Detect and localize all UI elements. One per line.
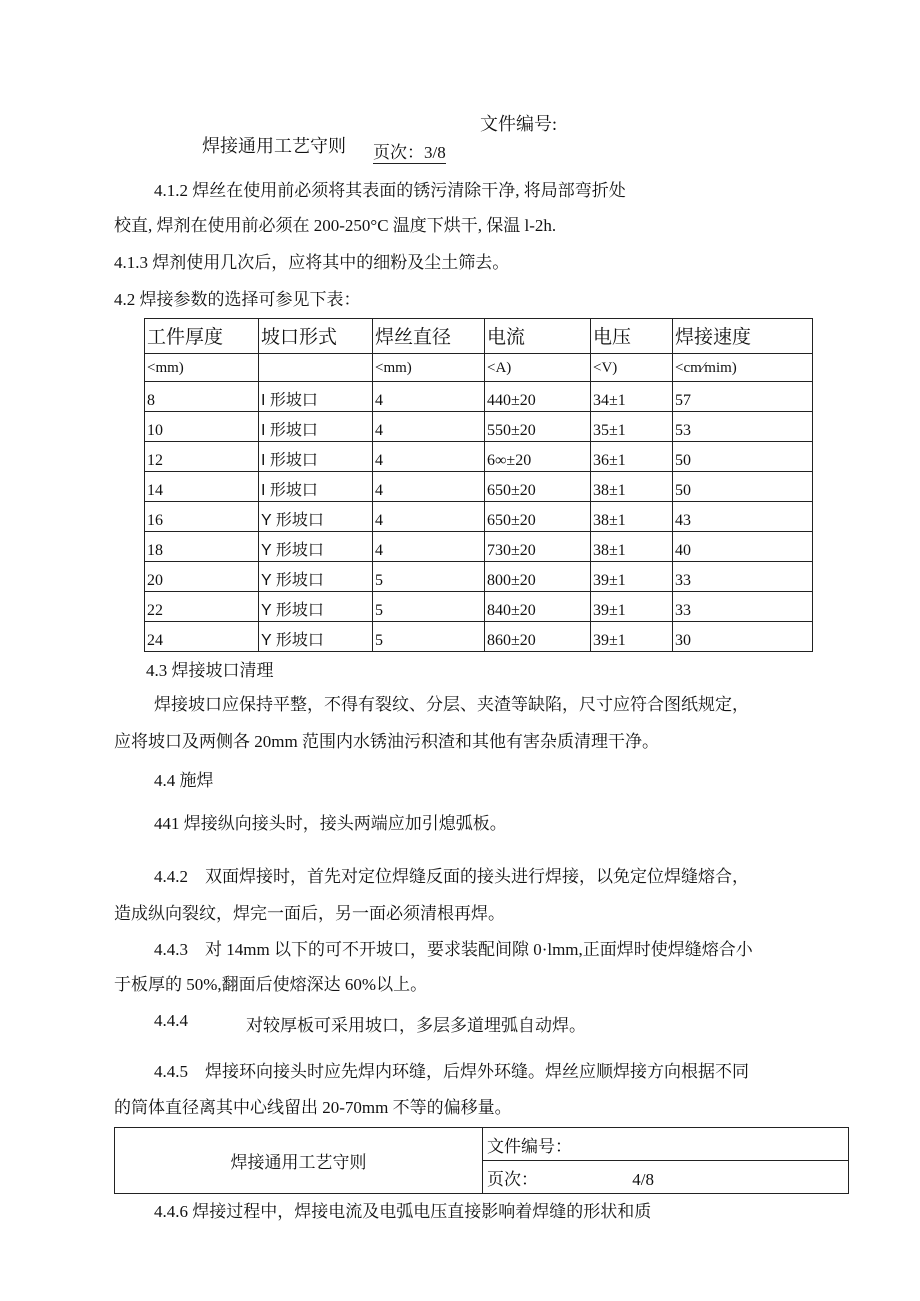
- table-cell: 38±1: [591, 502, 673, 532]
- table-cell: 800±20: [485, 562, 591, 592]
- paragraph-4-4-3-line2: 于板厚的 50%,翻面后使熔深达 60%以上。: [114, 975, 428, 994]
- table-cell: Y 形坡口: [259, 562, 373, 592]
- paragraph-4-4-6: 4.4.6 焊接过程中，焊接电流及电弧电压直接影响着焊缝的形状和质: [154, 1202, 652, 1221]
- table-units-row: [145, 354, 813, 382]
- paragraph-4-4-3-line1: 4.4.3 对 14mm 以下的可不开坡口，要求装配间隙 0·lmm,正面焊时使焊缝熔合小: [154, 940, 753, 959]
- page-header-box-page-value: 4/8: [632, 1169, 654, 1189]
- table-cell: 34±1: [591, 382, 673, 412]
- table-cell: 33: [673, 592, 813, 622]
- table-cell: 36±1: [591, 442, 673, 472]
- page-header-box: [114, 1127, 849, 1194]
- table-unit-cell: <cm∕mim): [673, 354, 813, 382]
- table-unit-cell: <mm): [373, 354, 485, 382]
- table-cell: Y 形坡口: [259, 622, 373, 652]
- header-file-number-label: 文件编号:: [480, 114, 558, 134]
- table-cell: 53: [673, 412, 813, 442]
- paragraph-4-4-4-text: 对较厚板可采用坡口，多层多道埋弧自动焊。: [246, 1016, 586, 1035]
- table-header-cell: 焊接速度: [673, 319, 813, 354]
- paragraph-4-3-line1: 焊接坡口应保持平整，不得有裂纹、分层、夹渣等缺陷，尺寸应符合图纸规定，: [154, 695, 749, 714]
- table-header-cell: 工件厚度: [145, 319, 259, 354]
- table-cell: Y 形坡口: [259, 502, 373, 532]
- table-cell: 20: [145, 562, 259, 592]
- header-page-label: 页次：3/8: [373, 138, 446, 164]
- table-unit-cell: <V): [591, 354, 673, 382]
- table-cell: 4: [373, 502, 485, 532]
- paragraph-4-4-title: 4.4 施焊: [154, 771, 214, 790]
- header-document-title: 焊接通用工艺守则: [202, 136, 346, 156]
- paragraph-4-4-5-line1: 4.4.5 焊接环向接头时应先焊内环缝，后焊外环缝。焊丝应顺焊接方向根据不同: [154, 1062, 749, 1081]
- paragraph-4-4-4-number: 4.4.4: [154, 1011, 188, 1030]
- table-cell: 35±1: [591, 412, 673, 442]
- table-cell: Y 形坡口: [259, 532, 373, 562]
- table-row: [145, 442, 813, 472]
- table-row: [145, 562, 813, 592]
- table-cell: 12: [145, 442, 259, 472]
- table-row: [145, 622, 813, 652]
- table-cell: 16: [145, 502, 259, 532]
- paragraph-4-4-2-line1: 4.4.2 双面焊接时，首先对定位焊缝反面的接头进行焊接，以免定位焊缝熔合，: [154, 867, 749, 886]
- table-cell: 39±1: [591, 562, 673, 592]
- welding-parameter-table: [144, 318, 813, 652]
- table-cell: 22: [145, 592, 259, 622]
- table-cell: 24: [145, 622, 259, 652]
- table-unit-cell: <mm): [145, 354, 259, 382]
- table-cell: 30: [673, 622, 813, 652]
- paragraph-4-2: 4.2 焊接参数的选择可参见下表：: [114, 290, 361, 309]
- table-cell: 50: [673, 472, 813, 502]
- table-cell: 650±20: [485, 502, 591, 532]
- table-cell: 39±1: [591, 592, 673, 622]
- table-cell: 650±20: [485, 472, 591, 502]
- table-cell: I 形坡口: [259, 442, 373, 472]
- table-cell: 40: [673, 532, 813, 562]
- table-cell: 5: [373, 622, 485, 652]
- table-cell: I 形坡口: [259, 412, 373, 442]
- table-cell: 840±20: [485, 592, 591, 622]
- table-row: [145, 502, 813, 532]
- page-header-box-file-number: 文件编号：: [483, 1128, 849, 1161]
- table-cell: 38±1: [591, 532, 673, 562]
- table-row: [145, 412, 813, 442]
- table-unit-cell: <A): [485, 354, 591, 382]
- table-cell: I 形坡口: [259, 472, 373, 502]
- table-row: [145, 532, 813, 562]
- paragraph-4-3-line2: 应将坡口及两侧各 20mm 范围内水锈油污积渣和其他有害杂质清理干净。: [114, 732, 659, 751]
- table-cell: 4: [373, 472, 485, 502]
- table-cell: 43: [673, 502, 813, 532]
- paragraph-4-1-2-line1: 4.1.2 焊丝在使用前必须将其表面的锈污清除干净, 将局部弯折处: [154, 181, 626, 200]
- paragraph-4-4-2-line2: 造成纵向裂纹，焊完一面后，另一面必须清根再焊。: [114, 904, 505, 923]
- table-cell: Y 形坡口: [259, 592, 373, 622]
- paragraph-4-1-2-line2: 校直, 焊剂在使用前必须在 200-250°C 温度下烘干, 保温 l-2h.: [114, 216, 557, 235]
- table-cell: 10: [145, 412, 259, 442]
- paragraph-4-1-3: 4.1.3 焊剂使用几次后，应将其中的细粉及尘土筛去。: [114, 253, 510, 272]
- table-header-cell: 电流: [485, 319, 591, 354]
- table-cell: 39±1: [591, 622, 673, 652]
- table-header-cell: 坡口形式: [259, 319, 373, 354]
- table-cell: 5: [373, 592, 485, 622]
- table-cell: 730±20: [485, 532, 591, 562]
- table-row: [145, 472, 813, 502]
- table-header-cell: 电压: [591, 319, 673, 354]
- table-cell: 38±1: [591, 472, 673, 502]
- table-cell: 6∞±20: [485, 442, 591, 472]
- table-header-row: [145, 319, 813, 354]
- table-cell: 550±20: [485, 412, 591, 442]
- table-cell: 57: [673, 382, 813, 412]
- table-unit-cell: [259, 354, 373, 382]
- table-cell: 50: [673, 442, 813, 472]
- table-cell: 18: [145, 532, 259, 562]
- page-header-box-title: 焊接通用工艺守则: [115, 1128, 483, 1194]
- paragraph-4-4-5-line2: 的筒体直径离其中心线留出 20-70mm 不等的偏移量。: [114, 1098, 512, 1117]
- table-cell: 14: [145, 472, 259, 502]
- paragraph-4-4-1: 441 焊接纵向接头时，接头两端应加引熄弧板。: [154, 814, 507, 833]
- table-cell: 4: [373, 532, 485, 562]
- table-cell: I 形坡口: [259, 382, 373, 412]
- table-cell: 4: [373, 412, 485, 442]
- paragraph-4-3-title: 4.3 焊接坡口清理: [146, 661, 274, 680]
- table-cell: 4: [373, 382, 485, 412]
- table-cell: 33: [673, 562, 813, 592]
- table-row: [145, 592, 813, 622]
- table-cell: 8: [145, 382, 259, 412]
- page-header-box-page-cell: [483, 1161, 849, 1194]
- table-row: [145, 382, 813, 412]
- table-cell: 4: [373, 442, 485, 472]
- page-header-box-page-label: 页次：: [487, 1169, 538, 1189]
- table-cell: 860±20: [485, 622, 591, 652]
- table-cell: 440±20: [485, 382, 591, 412]
- table-cell: 5: [373, 562, 485, 592]
- table-header-cell: 焊丝直径: [373, 319, 485, 354]
